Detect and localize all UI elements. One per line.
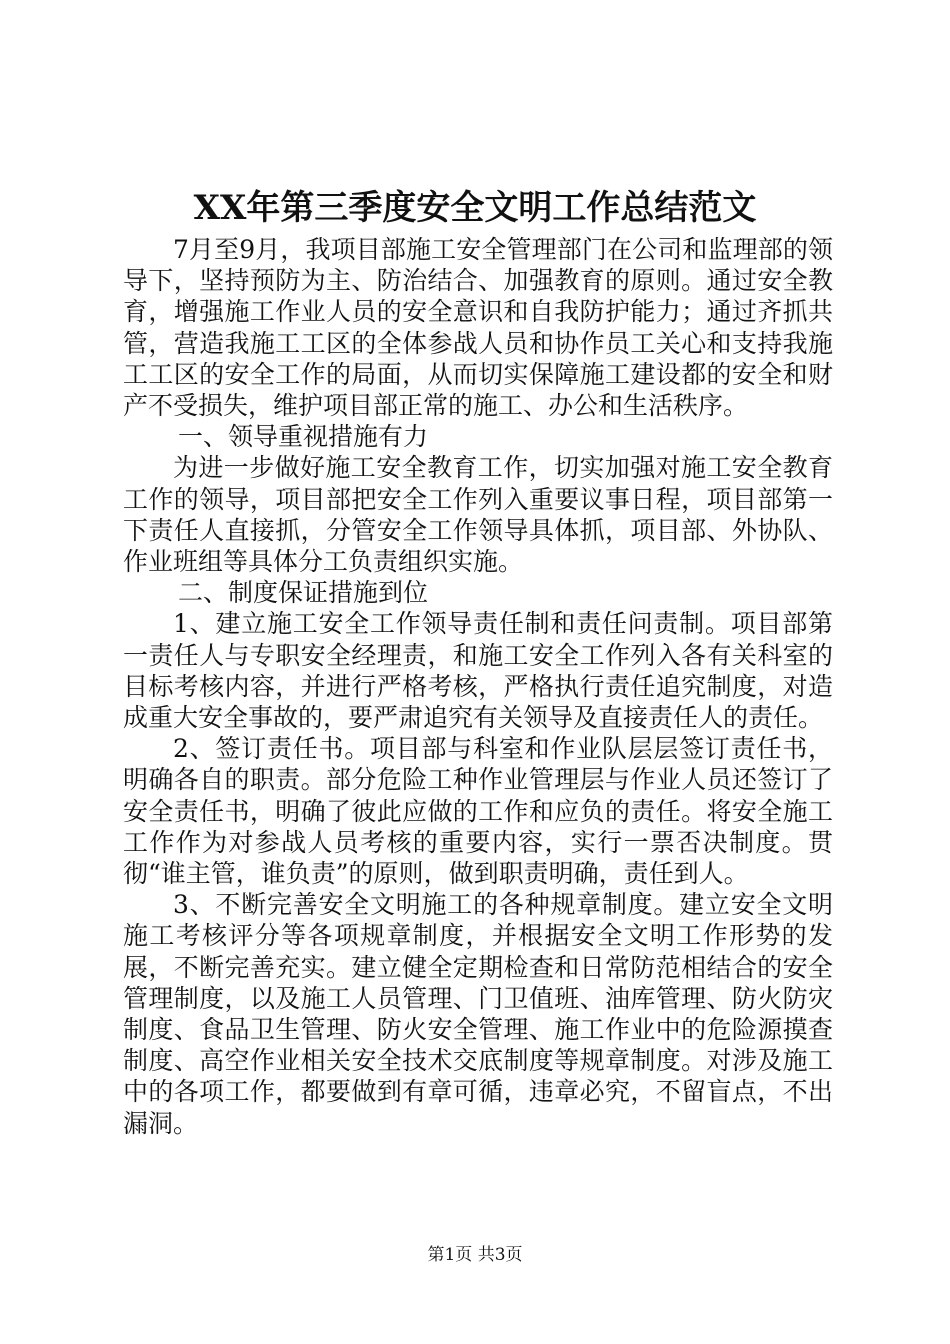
paragraph-leadership: 为进一步做好施工安全教育工作，切实加强对施工安全教育工作的领导，项目部把安全工作列入重要议事日程，项目部第一下责任人直接抓，分管安全工作领导具体抓，项目部、外协队、作业班组等具体分工负责组织实施。 bbox=[123, 453, 833, 577]
paragraph-responsibility-system: 1、建立施工安全工作领导责任制和责任问责制。项目部第一责任人与专职安全经理责，和施工安全工作列入各有关科室的目标考核内容，并进行严格考核，严格执行责任追究制度，对造成重大安全事故的，要严肃追究有关领导及直接责任人的责任。 bbox=[123, 609, 833, 733]
document-title: XX年第三季度安全文明工作总结范文 bbox=[193, 188, 757, 228]
section-heading-system: 二、制度保证措施到位 bbox=[178, 578, 429, 608]
page-footer: 第1页 共3页 bbox=[427, 1245, 523, 1265]
paragraph-regulations: 3、不断完善安全文明施工的各种规章制度。建立安全文明施工考核评分等各项规章制度，并根据安全文明工作形势的发展，不断完善充实。建立健全定期检查和日常防范相结合的安全管理制度，以及施工人员管理、门卫值班、油库管理、防火防灾制度、食品卫生管理、防火安全管理、施工作业中的危险源摸查制度、高空作业相关安全技术交底制度等规章制度。对涉及施工中的各项工作，都要做到有章可循，违章必究，不留盲点，不出漏洞。 bbox=[123, 890, 833, 1138]
document-body bbox=[123, 234, 833, 1139]
paragraph-responsibility-letter: 2、签订责任书。项目部与科室和作业队层层签订责任书，明确各自的职责。部分危险工种作业管理层与作业人员还签订了安全责任书，明确了彼此应做的工作和应负的责任。将安全施工工作作为对参战人员考核的重要内容，实行一票否决制度。贯彻“谁主管，谁负责”的原则，做到职责明确，责任到人。 bbox=[123, 734, 833, 889]
paragraph-intro: 7月至9月，我项目部施工安全管理部门在公司和监理部的领导下，坚持预防为主、防治结合、加强教育的原则。通过安全教育，增强施工作业人员的安全意识和自我防护能力；通过齐抓共管，营造我施工工区的全体参战人员和协作员工关心和支持我施工工区的安全工作的局面，从而切实保障施工建设都的安全和财产不受损失，维护项目部正常的施工、办公和生活秩序。 bbox=[123, 235, 833, 421]
section-heading-leadership: 一、领导重视措施有力 bbox=[178, 422, 429, 452]
